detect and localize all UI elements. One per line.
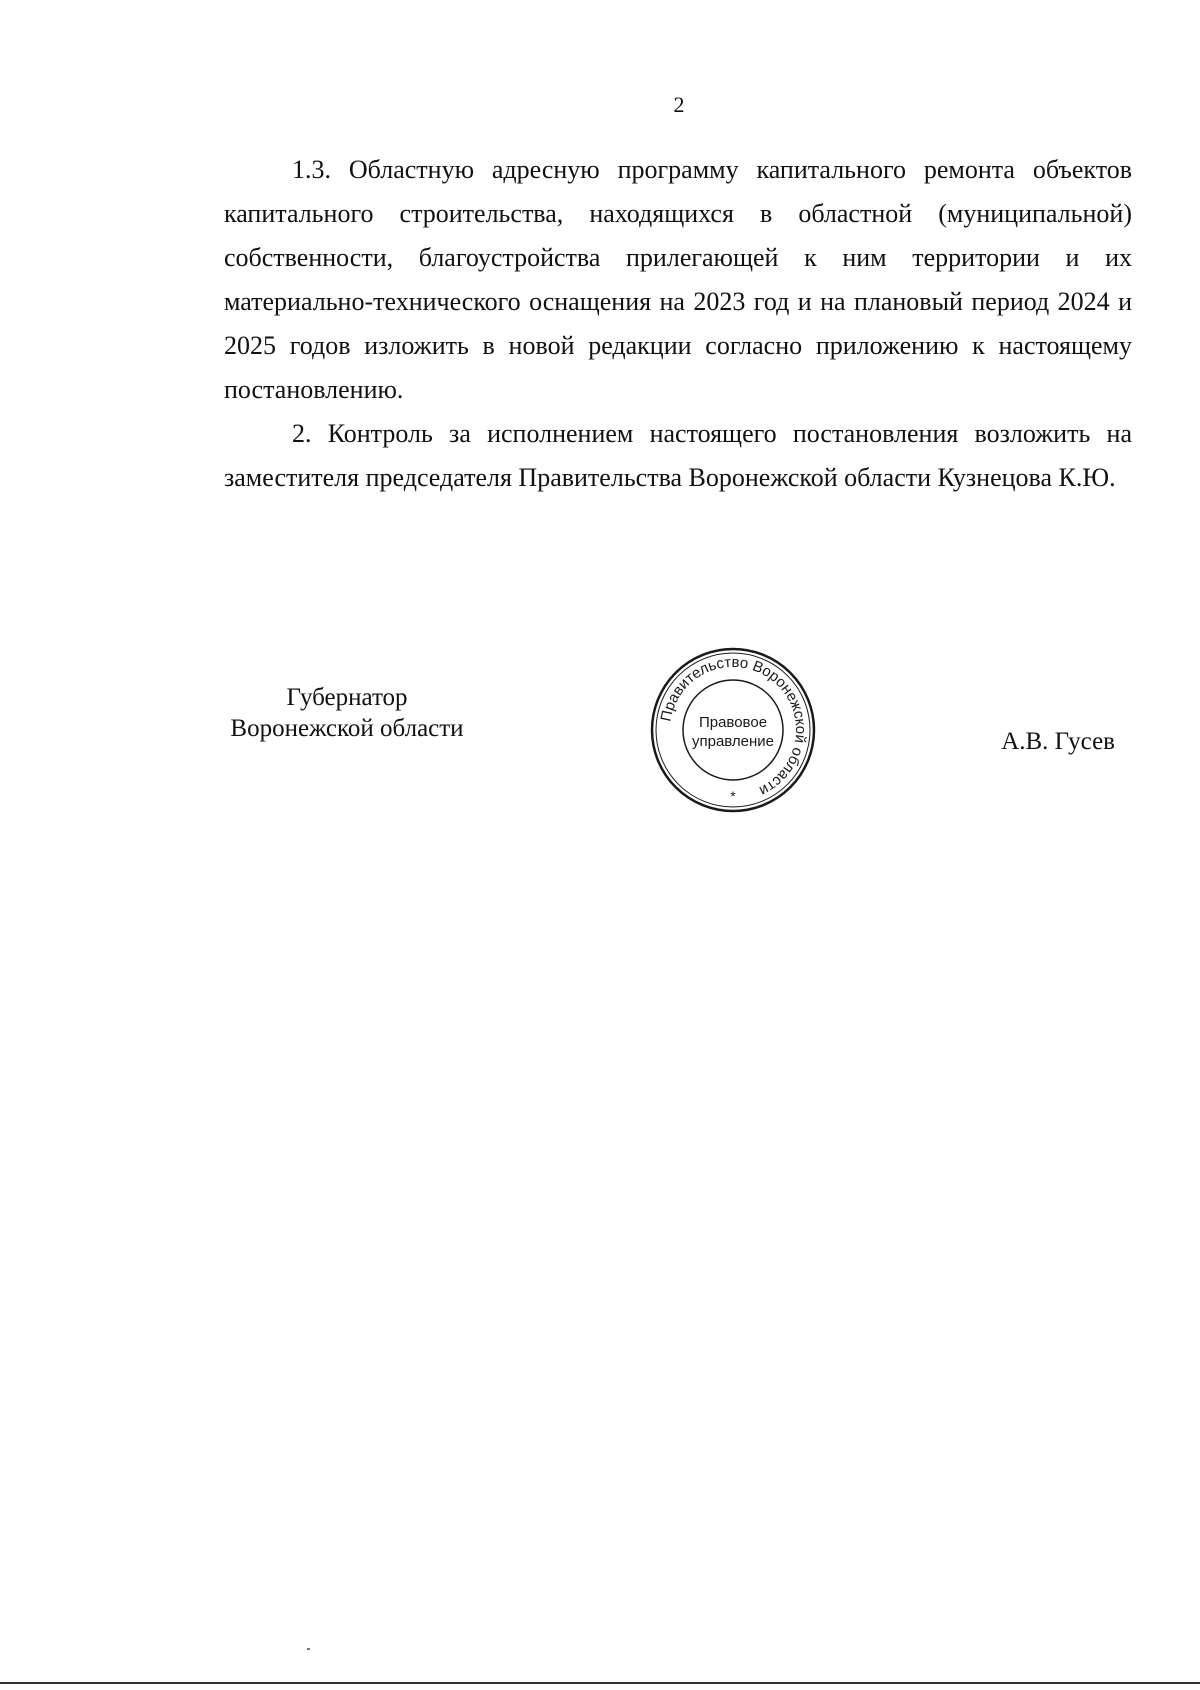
- stamp-center-line1: Правовое: [698, 714, 768, 731]
- paragraph-2: 2. Контроль за исполнением настоящего постановления возложить на заместителя председателя Правительства Воронежской области Кузнецова К.Ю.: [224, 419, 1132, 492]
- signatory-position: [212, 682, 482, 744]
- paragraph-1-3: 1.3. Областную адресную программу капитального ремонта объектов капитального строительства, находящихся в областной (муниципальной) собственности, благоустройства прилегающей к ним территории и их материально-технического оснащения на 2023 год и на плановый период 2024 и 2025 годов изложить в новой редакции согласно приложению к настоящему постановлению.: [224, 155, 1132, 404]
- scan-edge-line: [0, 1682, 1200, 1684]
- document-body: [224, 148, 1132, 500]
- stamp-center-line2: управление: [691, 733, 775, 750]
- stamp-star: *: [730, 788, 736, 804]
- signatory-position-line1: Губернатор: [286, 684, 408, 711]
- scan-speck: [307, 1648, 310, 1650]
- stamp-ring-text: Правительство Воронежской области: [657, 653, 810, 800]
- official-stamp: [648, 645, 818, 815]
- signatory-position-line2: Воронежской области: [230, 715, 464, 742]
- page-number: 2: [673, 92, 685, 117]
- signatory-name: А.В. Гусев: [1001, 728, 1115, 755]
